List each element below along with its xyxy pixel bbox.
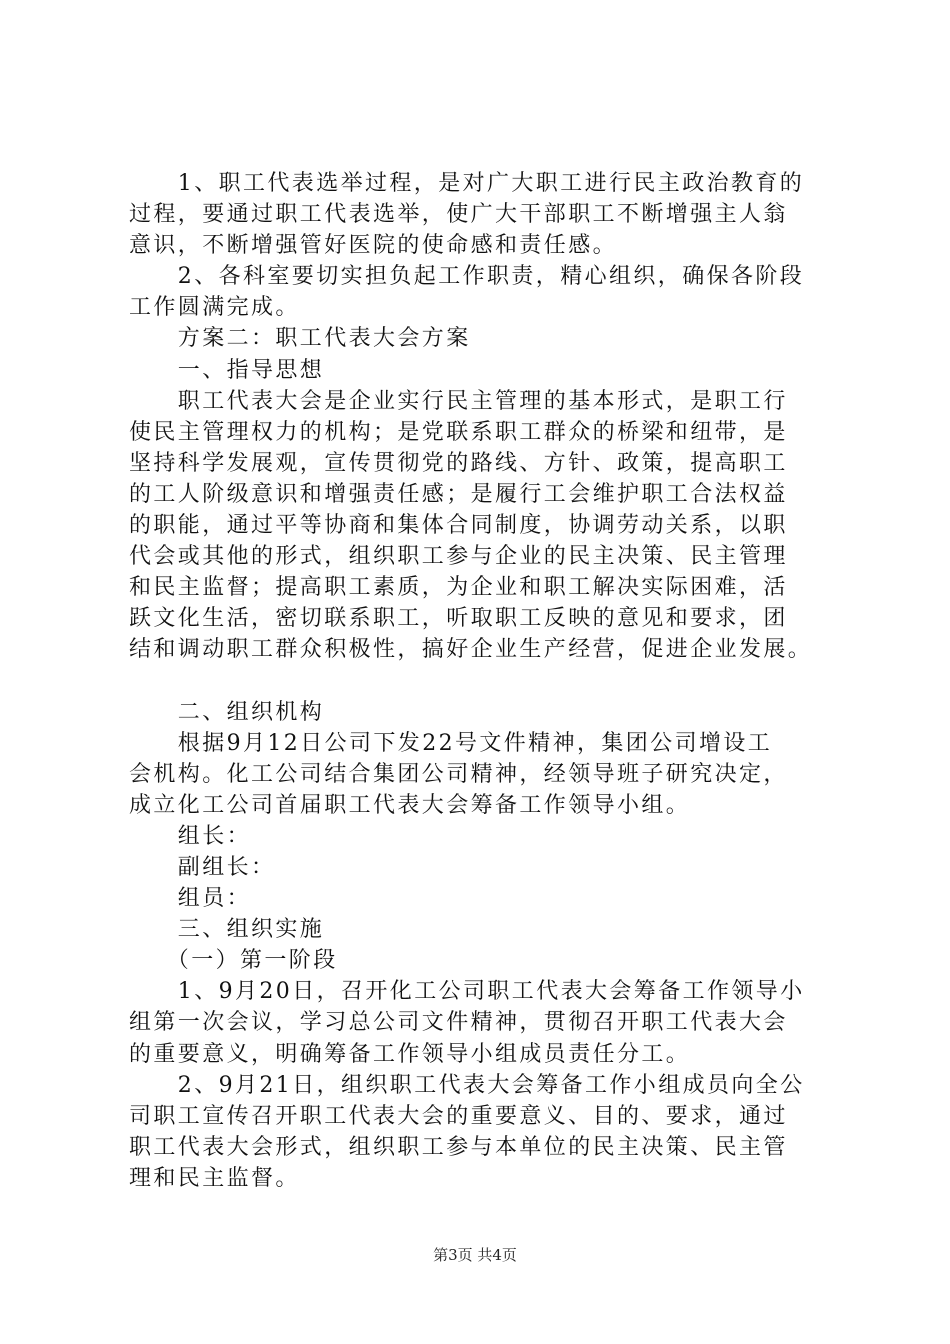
- text-line: 职工代表大会是企业实行民主管理的基本形式，是职工行: [129, 388, 788, 414]
- text-line: 方案二：职工代表大会方案: [129, 326, 471, 352]
- text-line: 组第一次会议，学习总公司文件精神，贯彻召开职工代表大会: [129, 1010, 788, 1036]
- blank-line: [129, 666, 829, 697]
- text-line: 一、指导思想: [129, 357, 325, 383]
- text-line: 组员：: [129, 886, 252, 912]
- text-line: 的职能，通过平等协商和集体合同制度，协调劳动关系，以职: [129, 513, 788, 539]
- text-line: 二、组织机构: [129, 699, 325, 725]
- text-line: 坚持科学发展观，宣传贯彻党的路线、方针、政策，提高职工: [129, 450, 788, 476]
- text-line: 的重要意义，明确筹备工作领导小组成员责任分工。: [129, 1041, 691, 1067]
- text-line: 过程，要通过职工代表选举，使广大干部职工不断增强主人翁: [129, 202, 788, 228]
- text-line: 结和调动职工群众积极性，搞好企业生产经营，促进企业发展。: [129, 637, 813, 663]
- text-line: 成立化工公司首届职工代表大会筹备工作领导小组。: [129, 792, 691, 818]
- text-line: 副组长：: [129, 854, 276, 880]
- page-footer: 第3页 共4页: [433, 1246, 517, 1264]
- text-line: 根据9月12日公司下发22号文件精神，集团公司增设工: [129, 730, 773, 756]
- text-line: 职工代表大会形式，组织职工参与本单位的民主决策、民主管: [129, 1134, 788, 1160]
- text-line: 2、各科室要切实担负起工作职责，精心组织，确保各阶段: [129, 264, 805, 290]
- document-body: [129, 168, 829, 1194]
- text-line: 工作圆满完成。: [129, 295, 300, 321]
- text-line: 司职工宣传召开职工代表大会的重要意义、目的、要求，通过: [129, 1103, 788, 1129]
- text-line: 1、9月20日，召开化工公司职工代表大会筹备工作领导小: [129, 979, 805, 1005]
- text-line: 使民主管理权力的机构；是党联系职工群众的桥梁和纽带，是: [129, 419, 788, 445]
- text-line: 组长：: [129, 823, 252, 849]
- text-line: 会机构。化工公司结合集团公司精神，经领导班子研究决定，: [129, 761, 788, 787]
- text-line: 和民主监督；提高职工素质，为企业和职工解决实际困难，活: [129, 575, 788, 601]
- text-line: 三、组织实施: [129, 917, 325, 943]
- text-line: 跃文化生活，密切联系职工，听取职工反映的意见和要求，团: [129, 606, 788, 632]
- text-line: （一）第一阶段: [129, 948, 338, 974]
- text-line: 代会或其他的形式，组织职工参与企业的民主决策、民主管理: [129, 544, 788, 570]
- text-line: 1、职工代表选举过程，是对广大职工进行民主政治教育的: [129, 171, 805, 196]
- text-line: 2、9月21日，组织职工代表大会筹备工作小组成员向全公: [129, 1072, 805, 1098]
- text-line: 理和民主监督。: [129, 1165, 300, 1191]
- text-line: 意识，不断增强管好医院的使命感和责任感。: [129, 233, 618, 259]
- text-line: 的工人阶级意识和增强责任感；是履行工会维护职工合法权益: [129, 481, 788, 507]
